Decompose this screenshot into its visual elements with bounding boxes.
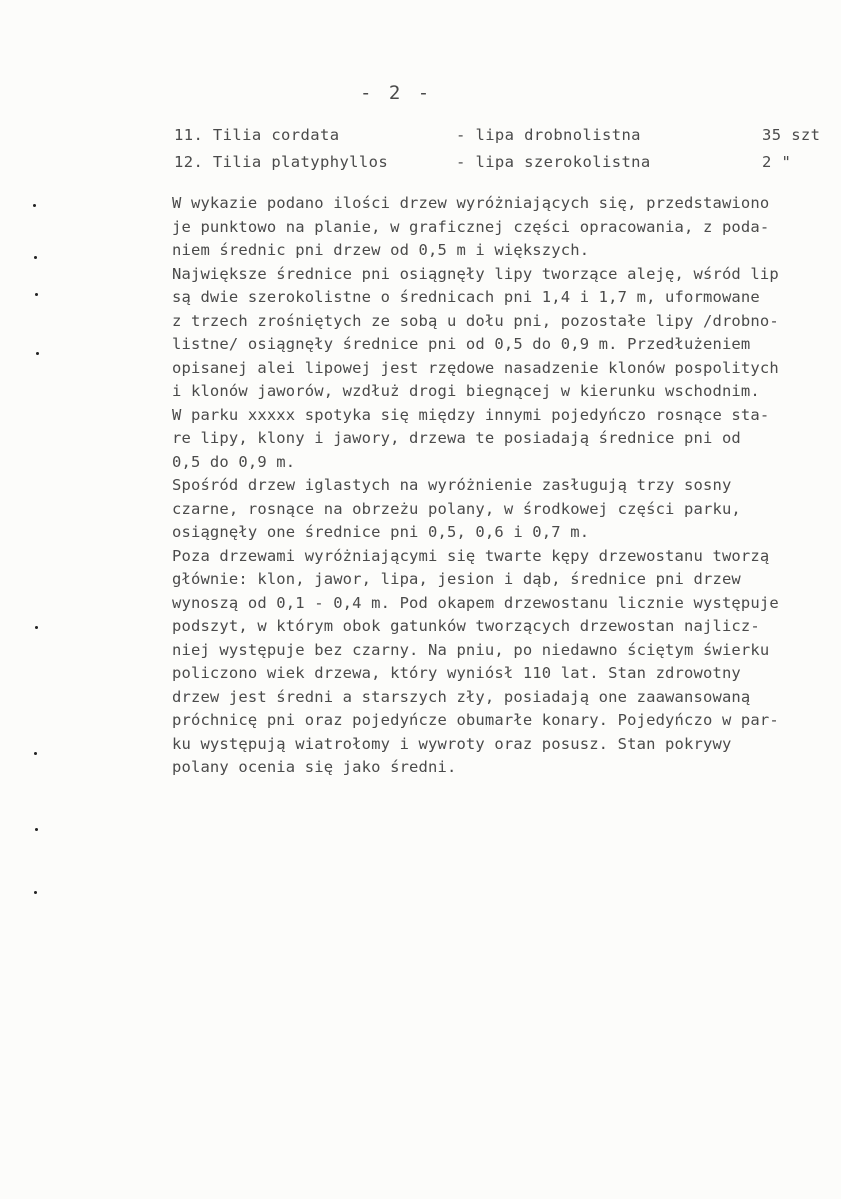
text-line: osiągnęły one średnice pni 0,5, 0,6 i 0,7 m. [172,523,590,541]
page-number: - 2 - [360,82,433,104]
margin-dot [35,626,38,629]
species-quantity: 2 " [762,153,792,171]
species-quantity: 35 szt [762,126,821,144]
text-line: próchnicę pni oraz pojedyńcze obumarłe konary. Pojedyńczo w par- [172,711,779,729]
text-line: ku występują wiatrołomy i wywroty oraz posusz. Stan pokrywy [172,734,732,753]
body-text [172,192,837,780]
text-line: je punktowo na planie, w graficznej części opracowania, z poda- [172,217,770,236]
text-line: Poza drzewami wyróżniającymi się twarte kępy drzewostanu tworzą [172,546,770,565]
text-line: i klonów jaworów, wzdłuż drogi biegnącej w kierunku wschodnim. [172,382,760,400]
margin-dot [36,352,39,355]
margin-dot [34,256,37,259]
text-line: W wykazie podano ilości drzew wyróżniających się, przedstawiono [172,194,770,212]
margin-dot [35,828,38,831]
text-line: W parku xxxxx spotyka się między innymi pojedyńczo rosnące sta- [172,405,770,424]
species-polish: - lipa drobnolistna [456,126,641,144]
margin-dot [34,752,37,755]
text-line: z trzech zrośniętych ze sobą u dołu pni, pozostałe lipy /drobno- [172,311,779,330]
text-line: niem średnic pni drzew od 0,5 m i większych. [172,241,590,259]
species-polish: - lipa szerokolistna [456,153,651,171]
margin-dot [33,204,36,207]
margin-dot [35,293,38,296]
text-line: niej występuje bez czarny. Na pniu, po niedawno ściętym świerku [172,640,770,659]
text-line: drzew jest średni a starszych zły, posiadają one zaawansowaną [172,687,751,706]
text-line: Największe średnice pni osiągnęły lipy tworzące aleję, wśród lip [172,264,779,283]
text-line: listne/ osiągnęły średnice pni od 0,5 do 0,9 m. Przedłużeniem [172,335,751,353]
margin-dot [34,891,37,894]
text-line: 0,5 do 0,9 m. [172,452,296,471]
text-line: są dwie szerokolistne o średnicach pni 1,4 i 1,7 m, uformowane [172,288,760,306]
text-line: re lipy, klony i jawory, drzewa te posiadają średnice pni od [172,429,741,447]
text-line: policzono wiek drzewa, który wyniósł 110 lat. Stan zdrowotny [172,664,741,682]
text-line: głównie: klon, jawor, lipa, jesion i dąb, średnice pni drzew [172,570,741,588]
text-line: podszyt, w którym obok gatunków tworzących drzewostan najlicz- [172,617,760,635]
species-row [174,153,824,177]
text-line: opisanej alei lipowej jest rzędowe nasadzenie klonów pospolitych [172,358,779,377]
text-line: polany ocenia się jako średni. [172,758,457,776]
species-latin: 12. Tilia platyphyllos [174,153,389,171]
text-line: czarne, rosnące na obrzeżu polany, w środkowej części parku, [172,499,741,518]
species-row [174,126,824,150]
species-latin: 11. Tilia cordata [174,126,340,144]
text-line: Spośród drzew iglastych na wyróżnienie zasługują trzy sosny [172,476,732,494]
text-line: wynoszą od 0,1 - 0,4 m. Pod okapem drzewostanu licznie występuje [172,593,779,612]
